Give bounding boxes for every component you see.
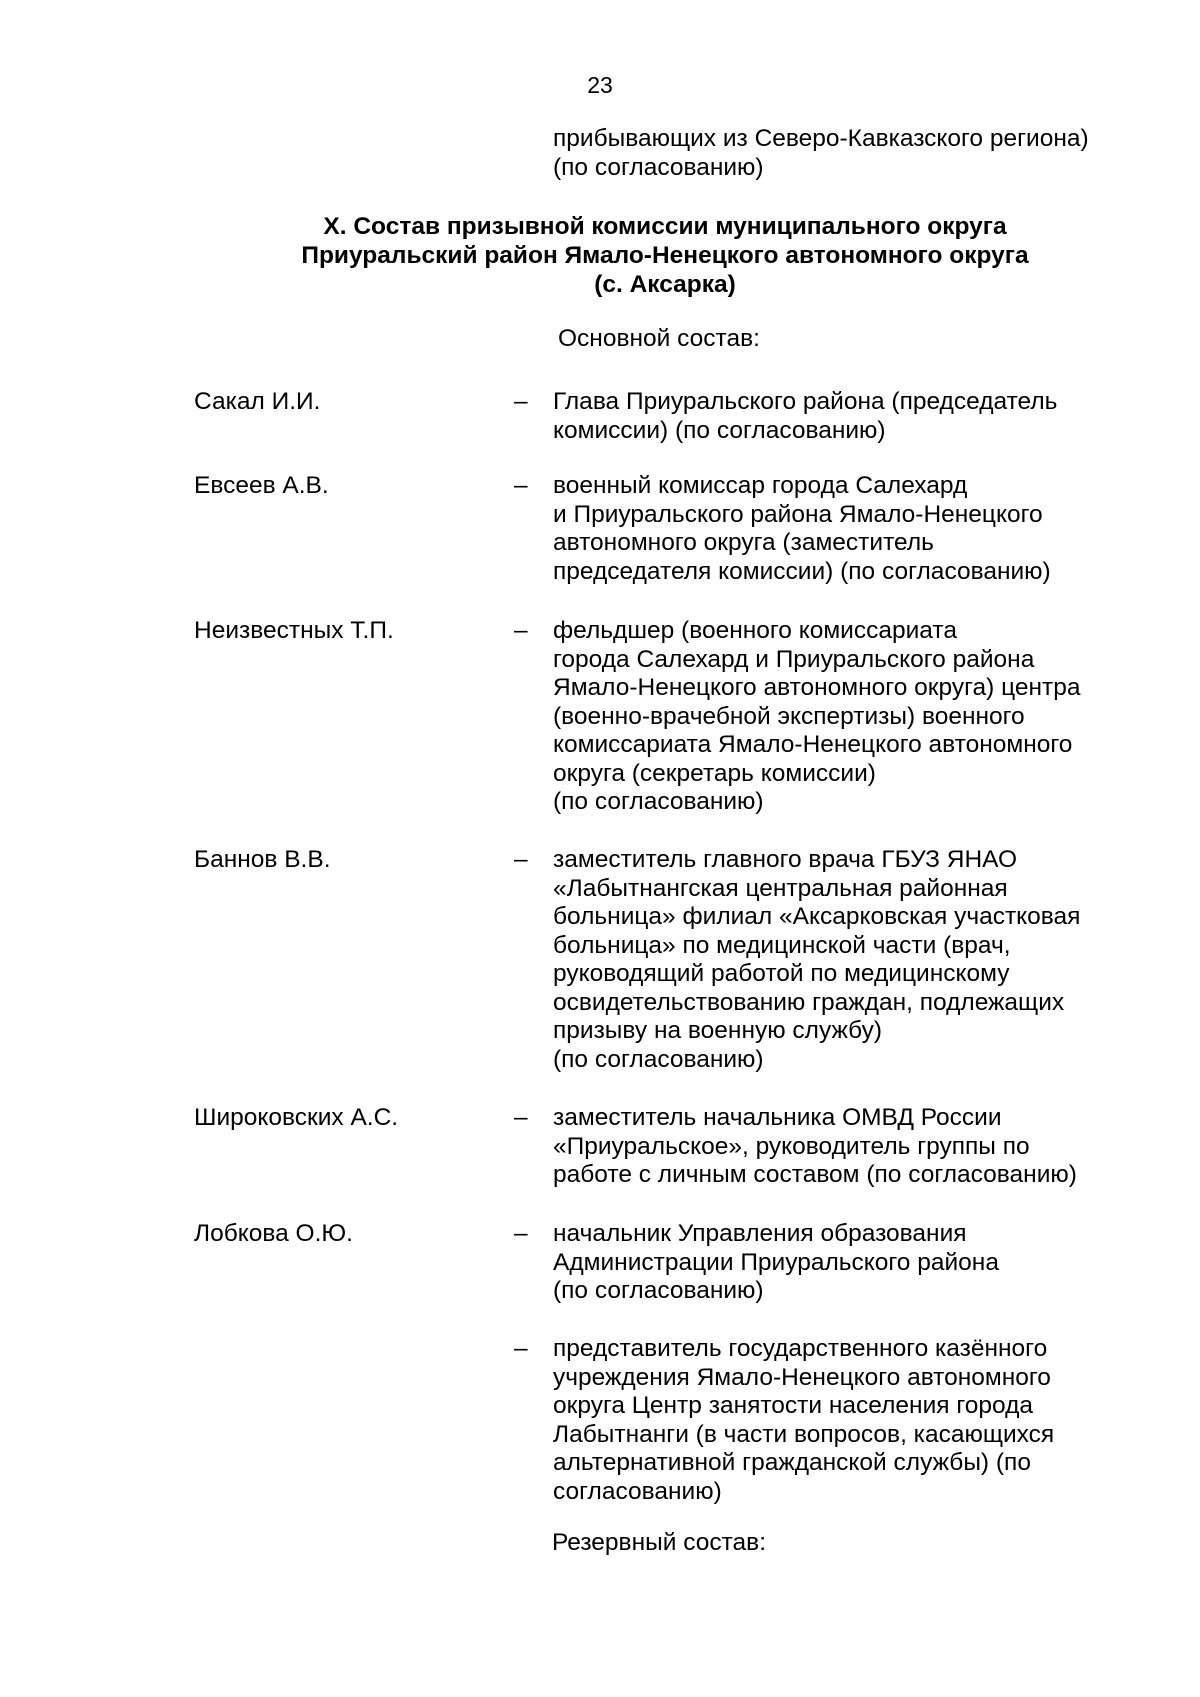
page-number: 23 (587, 72, 613, 98)
heading-line: X. Состав призывной комиссии муниципального округа (323, 213, 1007, 240)
role-line: автономного округа (заместитель (553, 529, 934, 556)
dash-separator: – (514, 1104, 528, 1131)
role-line: Администрации Приуральского района (553, 1248, 999, 1276)
member-name: Неизвестных Т.П. (194, 617, 394, 644)
role-line: (военно-врачебной экспертизы) военного (553, 702, 1025, 730)
role-line: освидетельствованию граждан, подлежащих (553, 988, 1065, 1016)
role-line: альтернативной гражданской службы) (по (553, 1449, 1031, 1476)
role-line: и Приуральского района Ямало-Ненецкого (553, 500, 1043, 528)
dash-separator: – (514, 617, 528, 644)
role-line: комиссариата Ямало-Ненецкого автономного (553, 731, 1073, 758)
main-composition-label: Основной состав: (558, 325, 760, 352)
reserve-composition-label: Резервный состав: (552, 1529, 767, 1556)
member-role (553, 846, 1153, 1074)
role-line: заместитель начальника ОМВД России (553, 1104, 1002, 1131)
member-role (553, 617, 1153, 817)
member-role (553, 1220, 1153, 1306)
role-line: Глава Приуральского района (председатель (553, 388, 1058, 415)
role-line: (по согласованию) (553, 1277, 764, 1304)
member-name: Баннов В.В. (194, 846, 331, 873)
heading-line: Приуральский район Ямало-Ненецкого автономного округа (301, 242, 1029, 269)
role-line: (по согласованию) (553, 788, 764, 815)
role-line: города Салехард и Приуральского района (553, 645, 1035, 673)
role-line: учреждения Ямало-Ненецкого автономного (553, 1363, 1051, 1391)
continuation-line: (по согласованию) (553, 153, 764, 181)
role-line: больница» по медицинской части (врач, (553, 931, 1011, 959)
role-line: председателя комиссии) (по согласованию) (553, 557, 1051, 585)
role-line: фельдшер (военного комиссариата (553, 617, 957, 644)
section-heading (200, 212, 1130, 299)
member-name: Лобкова О.Ю. (194, 1220, 353, 1247)
role-line: заместитель главного врача ГБУЗ ЯНАО (553, 846, 1018, 873)
dash-separator: – (514, 388, 528, 415)
role-line: округа Центр занятости населения города (553, 1392, 1033, 1419)
dash-separator: – (514, 1335, 528, 1362)
dash-separator: – (514, 472, 528, 499)
dash-separator: – (514, 846, 528, 873)
member-name: Широковских А.С. (194, 1104, 399, 1131)
role-line: призыву на военную службу) (553, 1017, 883, 1044)
member-role (553, 1104, 1153, 1190)
member-role (553, 388, 1153, 445)
role-line: согласованию) (553, 1477, 722, 1505)
member-name: Евсеев А.В. (194, 472, 329, 499)
continuation-line: прибывающих из Северо-Кавказского региона) (553, 125, 1089, 152)
heading-line: (с. Аксарка) (594, 271, 736, 298)
role-line: работе с личным составом (по согласованию) (553, 1161, 1077, 1188)
member-role (553, 472, 1153, 586)
role-line: Ямало-Ненецкого автономного округа) центра (553, 674, 1081, 701)
role-line: комиссии) (по согласованию) (553, 416, 886, 444)
role-line: руководящий работой по медицинскому (553, 960, 1010, 987)
dash-separator: – (514, 1220, 528, 1247)
role-line: больница» филиал «Аксарковская участковая (553, 903, 1081, 930)
role-line: (по согласованию) (553, 1045, 764, 1073)
role-line: «Лабытнангская центральная районная (553, 874, 1008, 902)
role-line: начальник Управления образования (553, 1220, 967, 1247)
member-name: Сакал И.И. (194, 388, 321, 415)
member-role (553, 1335, 1153, 1506)
role-line: представитель государственного казённого (553, 1335, 1048, 1362)
role-line: округа (секретарь комиссии) (553, 759, 876, 787)
role-line: «Приуральское», руководитель группы по (553, 1132, 1030, 1160)
role-line: военный комиссар города Салехард (553, 472, 968, 499)
role-line: Лабытнанги (в части вопросов, касающихся (553, 1420, 1055, 1448)
continuation-text (553, 125, 1153, 182)
